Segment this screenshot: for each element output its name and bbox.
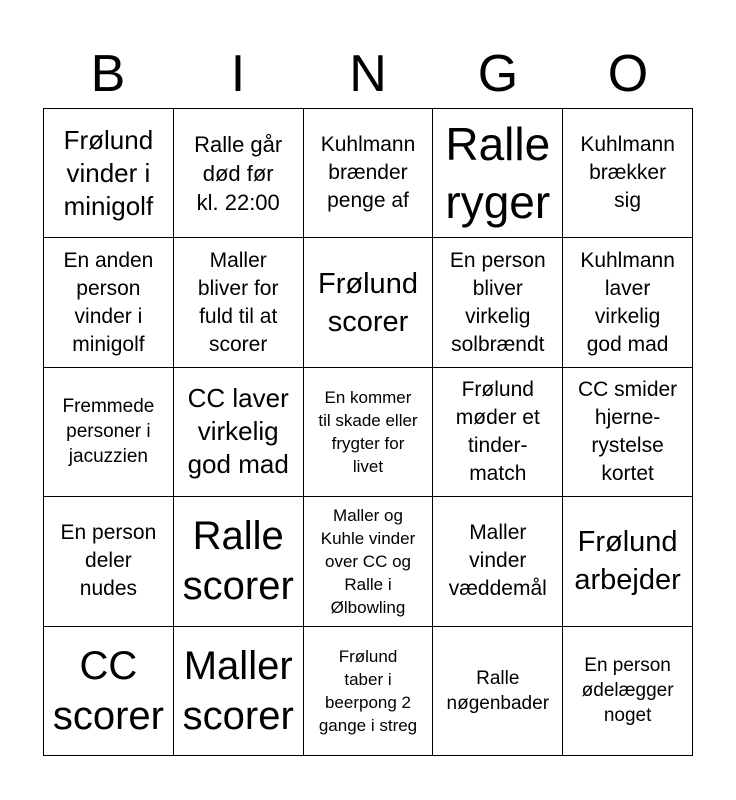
bingo-cell[interactable] [304,627,434,756]
bingo-cell[interactable] [44,368,174,497]
bingo-cell[interactable] [44,627,174,756]
cell-text: En anden person vinder i minigolf [63,248,154,356]
cell-text: Maller og Kuhle vinder over CC og Ralle i Ølbowling [320,505,416,617]
bingo-cell[interactable] [433,238,563,367]
cell-text: Frølund taber i beerpong 2 gange i streg [318,646,418,735]
bingo-cell[interactable] [433,368,563,497]
bingo-cell[interactable] [433,109,563,238]
cell-text: Frølund møder et tinder- match [455,377,540,485]
bingo-cell[interactable] [174,238,304,367]
bingo-cell[interactable] [433,627,563,756]
bingo-cell[interactable] [563,497,693,626]
cell-text: Frølund scorer [318,267,418,338]
bingo-grid [43,108,693,756]
header-letter-g: G [477,45,519,103]
bingo-cell[interactable] [174,627,304,756]
cell-text: Ralle scorer [182,514,294,609]
cell-text: En kommer til skade eller frygter for livet [318,387,418,476]
bingo-cell[interactable] [174,497,304,626]
bingo-cell[interactable] [433,497,563,626]
bingo-cell[interactable] [563,368,693,497]
cell-text: En person bliver virkelig solbrændt [449,248,546,356]
header-letter-i: I [230,45,246,103]
bingo-cell[interactable] [174,368,304,497]
bingo-header [43,40,693,108]
bingo-cell[interactable] [174,109,304,238]
cell-text: Fremmede personer i jacuzzien [62,396,155,468]
bingo-cell[interactable] [304,109,434,238]
bingo-cell[interactable] [44,497,174,626]
bingo-cell[interactable] [44,109,174,238]
cell-text: Maller scorer [182,643,294,738]
cell-text: CC laver virkelig god mad [187,383,289,480]
bingo-cell[interactable] [44,238,174,367]
cell-text: Maller bliver for fuld til at scorer [197,248,279,356]
cell-text: Frølund arbejder [574,526,681,597]
cell-text: CC scorer [52,643,164,738]
bingo-cell[interactable] [563,109,693,238]
bingo-cell[interactable] [304,497,434,626]
bingo-cell[interactable] [563,627,693,756]
cell-text: CC smider hjerne- rystelse kortet [578,377,678,485]
cell-text: Ralle ryger [445,118,551,229]
header-letter-n: N [349,45,387,103]
cell-text: Maller vinder væddemål [448,521,547,601]
cell-text: Ralle nøgenbader [446,667,550,714]
bingo-cell[interactable] [563,238,693,367]
cell-text: En person deler nudes [60,521,157,601]
cell-text: En person ødelægger noget [581,655,674,727]
cell-text: Kuhlmann laver virkelig god mad [580,248,675,356]
cell-text: Kuhlmann brækker sig [580,133,675,213]
cell-text: Kuhlmann brænder penge af [320,133,416,213]
header-letter-o: O [607,45,649,103]
header-letter-b: B [90,45,126,103]
cell-text: Frølund vinder i minigolf [63,124,154,221]
bingo-cell[interactable] [304,238,434,367]
bingo-cell[interactable] [304,368,434,497]
cell-text: Ralle går død før kl. 22:00 [194,131,283,215]
